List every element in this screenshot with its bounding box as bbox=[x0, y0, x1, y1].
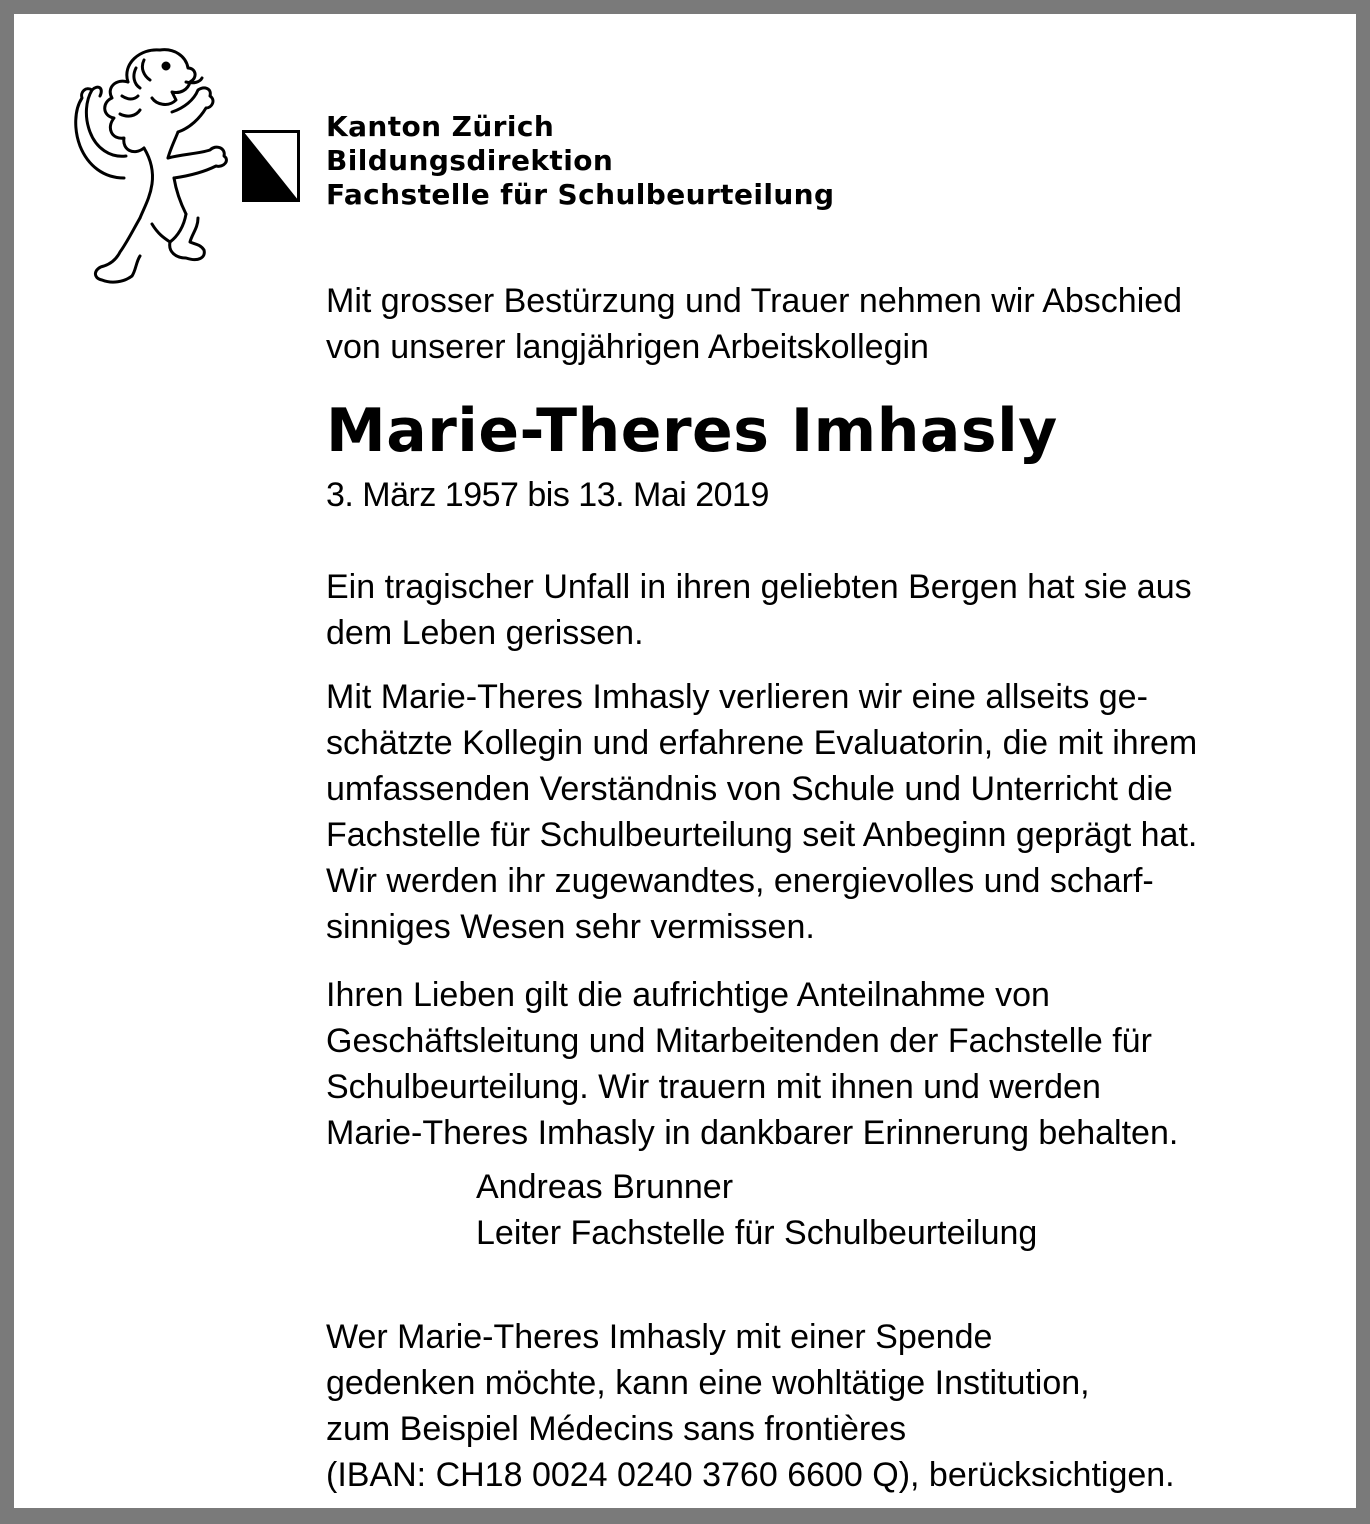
text-line: Ihren Lieben gilt die aufrichtige Anteilnahme von bbox=[326, 976, 1050, 1014]
text-line: schätzte Kollegin und erfahrene Evaluatorin, die mit ihrem bbox=[326, 724, 1198, 762]
text-line: von unserer langjährigen Arbeitskollegin bbox=[326, 328, 929, 366]
text-line: Wer Marie-Theres Imhasly mit einer Spende bbox=[326, 1318, 993, 1356]
text-line: umfassenden Verständnis von Schule und Unterricht die bbox=[326, 770, 1173, 808]
org-department: Fachstelle für Schulbeurteilung bbox=[326, 178, 835, 211]
intro-paragraph bbox=[326, 278, 1182, 370]
text-line: dem Leben gerissen. bbox=[326, 614, 644, 652]
signatory-title: Leiter Fachstelle für Schulbeurteilung bbox=[476, 1214, 1038, 1252]
body-paragraph-tribute bbox=[326, 674, 1197, 950]
signature-block bbox=[476, 1164, 1037, 1256]
text-line: Fachstelle für Schulbeurteilung seit Anbeginn geprägt hat. bbox=[326, 816, 1198, 854]
text-line: Mit grosser Bestürzung und Trauer nehmen wir Abschied bbox=[326, 282, 1183, 320]
text-line: sinniges Wesen sehr vermissen. bbox=[326, 908, 815, 946]
text-line: gedenken möchte, kann eine wohltätige Institution, bbox=[326, 1364, 1090, 1402]
text-line: Wir werden ihr zugewandtes, energievolles und scharf- bbox=[326, 862, 1154, 900]
obituary-page bbox=[14, 14, 1356, 1508]
text-line: Schulbeurteilung. Wir trauern mit ihnen und werden bbox=[326, 1068, 1101, 1106]
text-line: Marie-Theres Imhasly in dankbarer Erinnerung behalten. bbox=[326, 1114, 1179, 1152]
text-line: (IBAN: CH18 0024 0240 3760 6600 Q), berücksichtigen. bbox=[326, 1456, 1175, 1494]
donation-paragraph bbox=[326, 1314, 1175, 1498]
body-paragraph-condolence bbox=[326, 972, 1178, 1156]
zurich-lion-icon bbox=[40, 38, 240, 298]
text-line: Mit Marie-Theres Imhasly verlieren wir eine allseits ge- bbox=[326, 678, 1148, 716]
org-directorate: Bildungsdirektion bbox=[326, 144, 614, 177]
text-line: Ein tragischer Unfall in ihren geliebten Bergen hat sie aus bbox=[326, 568, 1192, 606]
life-dates: 3. März 1957 bis 13. Mai 2019 bbox=[326, 476, 769, 514]
body-paragraph-accident bbox=[326, 564, 1192, 656]
text-line: zum Beispiel Médecins sans frontières bbox=[326, 1410, 907, 1448]
organization-header bbox=[326, 110, 834, 212]
deceased-name: Marie-Theres Imhasly bbox=[326, 396, 1058, 466]
text-line: Geschäftsleitung und Mitarbeitenden der Fachstelle für bbox=[326, 1022, 1152, 1060]
signatory-name: Andreas Brunner bbox=[476, 1168, 734, 1206]
org-canton: Kanton Zürich bbox=[326, 110, 555, 143]
zurich-coat-of-arms-icon bbox=[242, 130, 300, 202]
